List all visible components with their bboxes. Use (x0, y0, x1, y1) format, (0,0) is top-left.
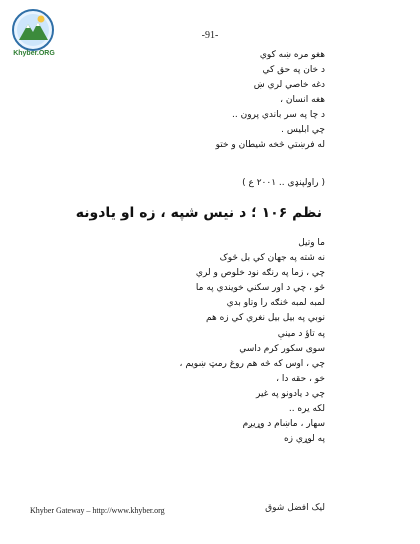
poem-heading: نظم ۱۰۶ ؛ د نيس شپه ، زه او يادونه (75, 205, 322, 221)
footer-author: ليک افضل شوق (265, 503, 325, 513)
poem-line: نوبي په بيل بيل نغري کي زه هم (205, 313, 325, 324)
poem-line: هغو مره ښه کوي (259, 50, 325, 60)
poem-line: نه شته په جهان کي بل څوک (219, 253, 325, 264)
poem-body (180, 236, 325, 447)
poem-line: د خان په حق کي (262, 65, 325, 75)
poem-line: چي ابليس . (281, 125, 325, 135)
logo-caption[interactable]: Khyber.ORG (13, 50, 55, 57)
poem-line: لمبه لمبه څنګه را وتاو بدي (226, 298, 325, 309)
poem-line: چي د يادونو په غير (256, 388, 325, 399)
poem-line: له فرښتي څخه شيطان و ختو (215, 140, 325, 150)
poem-line: چي ، اوس که څه هم روغ رمټ ښويم ، (179, 358, 325, 369)
poem-line: لکه يره .. (288, 404, 325, 415)
poem-line: څو ، چي د اور سکني خويندي په ما (195, 283, 325, 294)
place-date-line: ( راولپنډی .. ۲۰۰۱ ع ) (242, 178, 325, 188)
footer-site-link[interactable]: Khyber Gateway – http://www.khyber.org (30, 506, 165, 515)
page-number: -91- (201, 30, 219, 41)
poem-line: دغه خاصي لري ښ (253, 80, 325, 90)
poem-line: په تاؤ د مينې (277, 328, 325, 339)
poem-line: د چا په سر باندي پرون .. (232, 110, 325, 120)
poem-line: هغه انسان ، (280, 95, 325, 105)
poem-line: چي ، زما په رنګه نود خلوص و لري (195, 268, 325, 279)
poem-line: ما وتيل (298, 238, 325, 248)
poem-line: سهار ، ماښام د وړيږم (242, 419, 325, 430)
stanza-top (216, 48, 325, 153)
poem-line: په لوړي زه (283, 434, 325, 445)
poem-line: سوی سکور کرم داسي (239, 343, 325, 354)
poem-line: خو ، حقه دا ، (276, 373, 325, 384)
